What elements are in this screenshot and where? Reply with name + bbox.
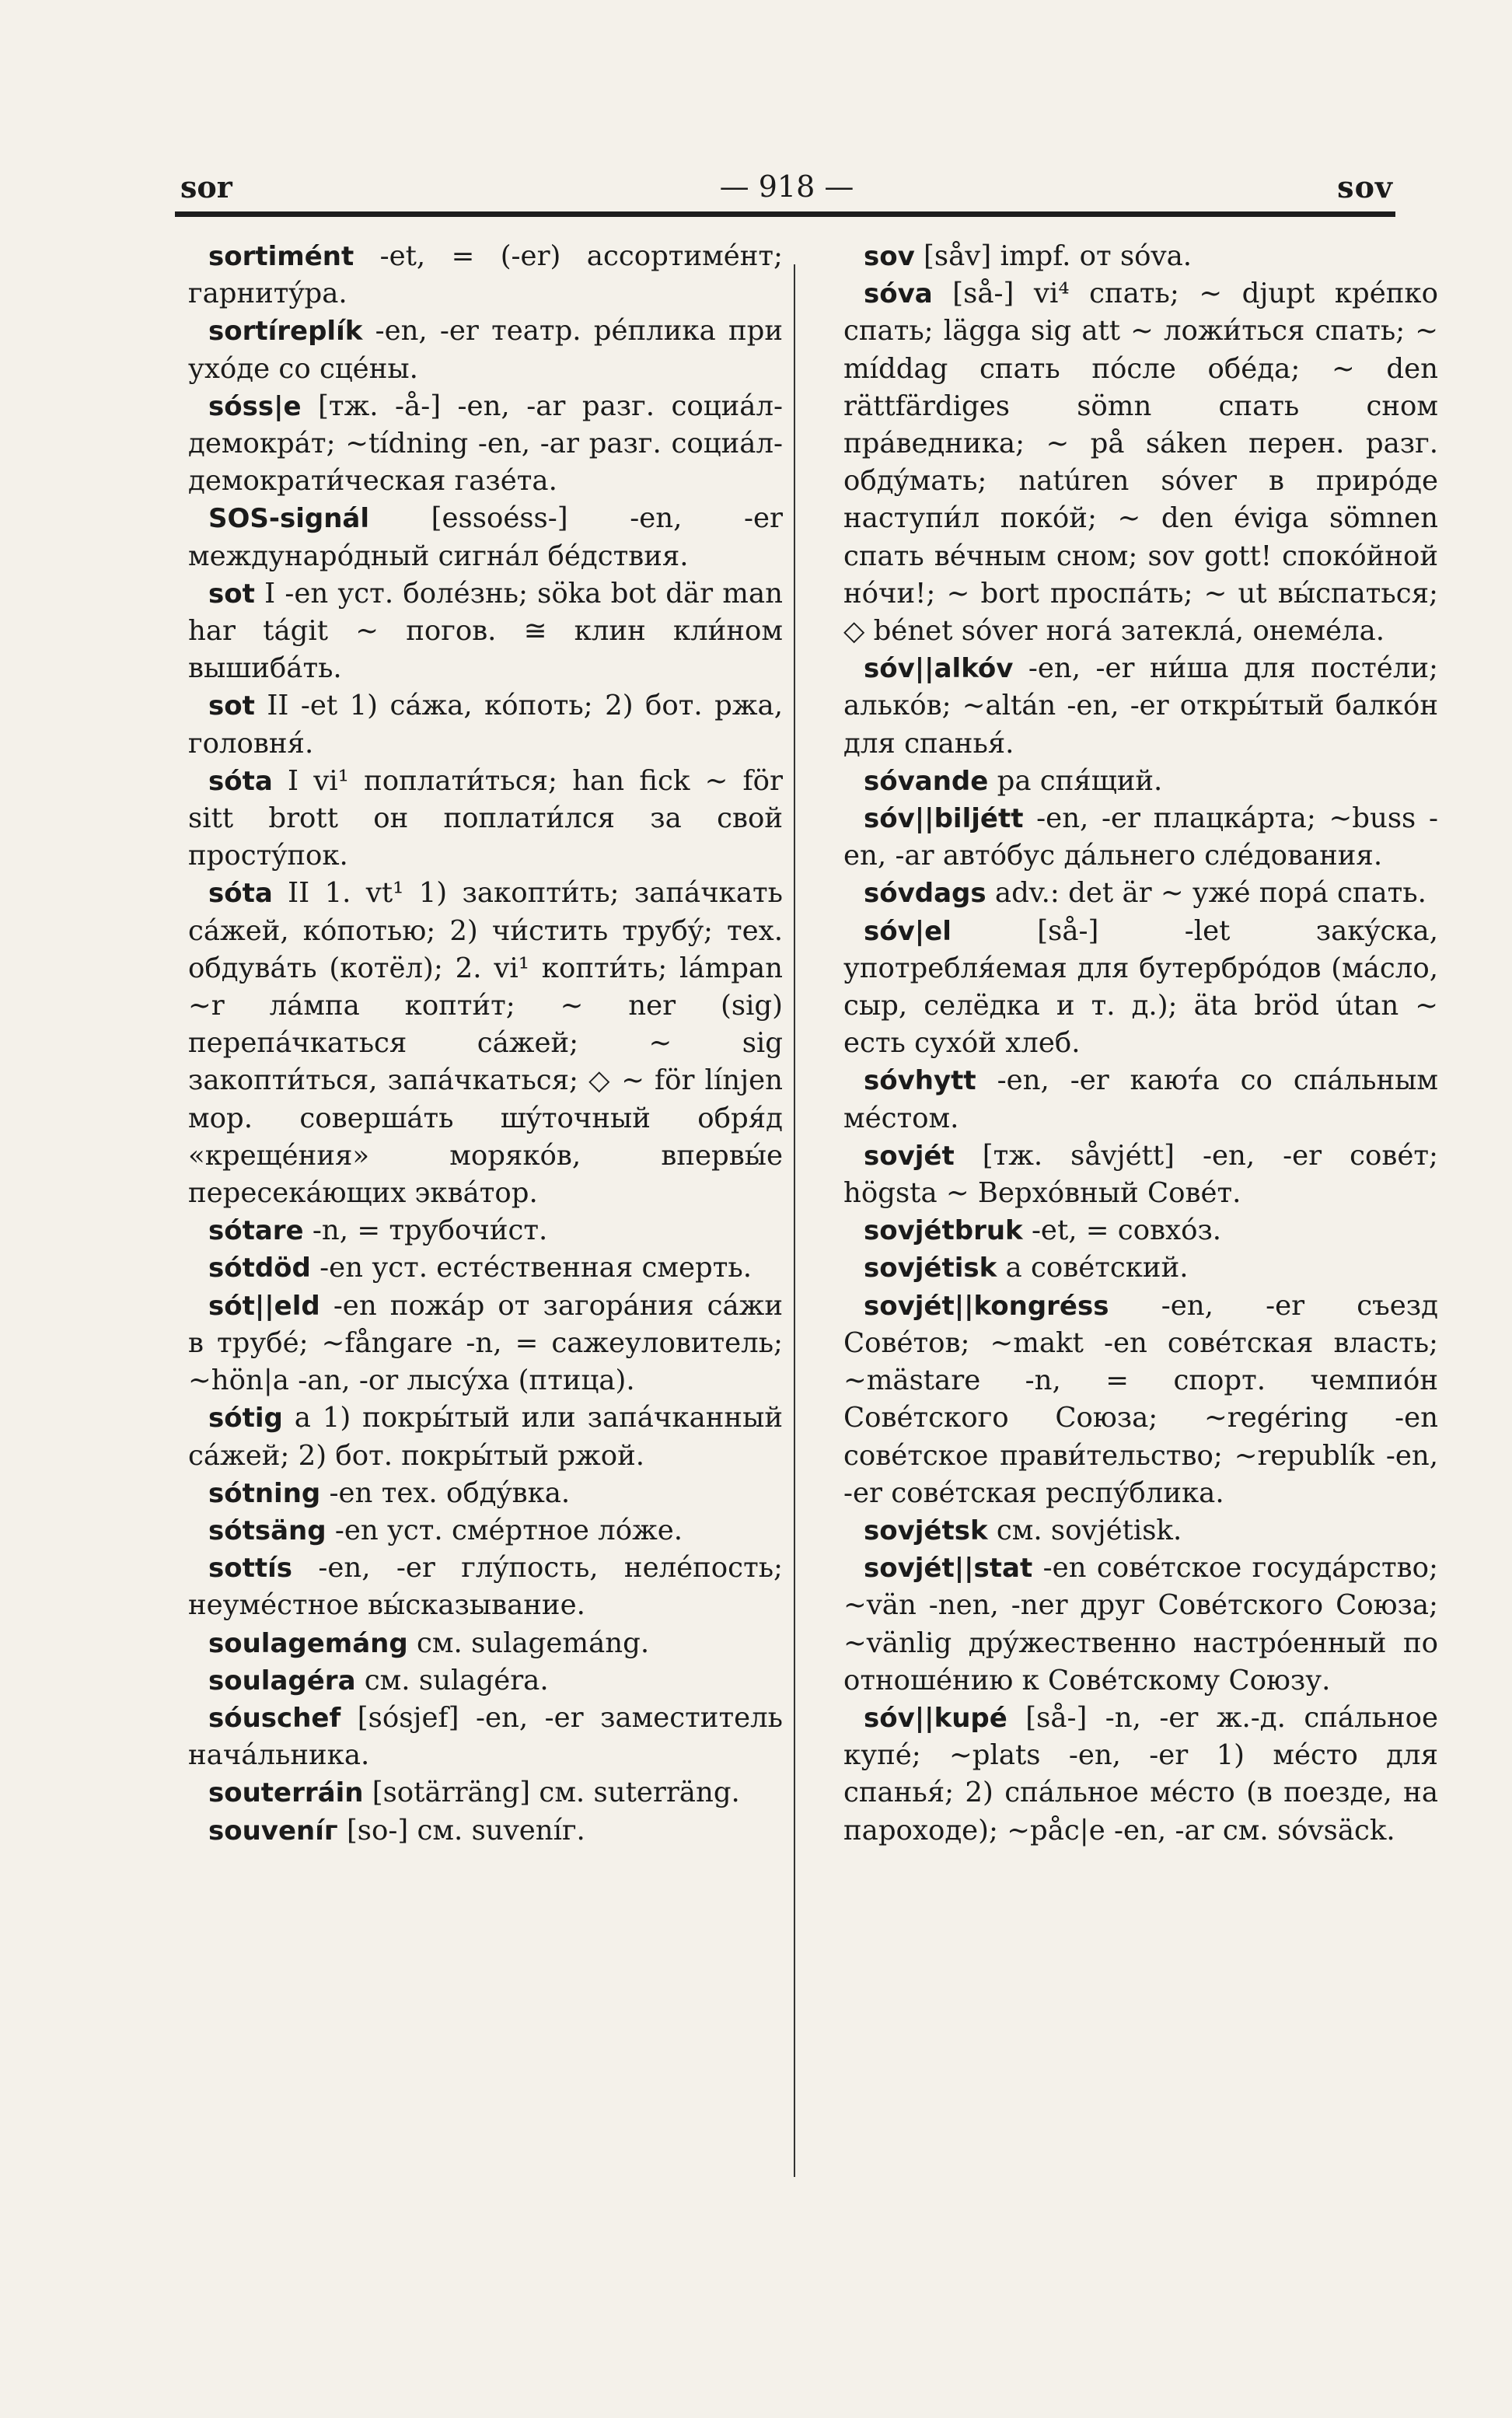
dictionary-entry: [188, 388, 783, 501]
entry-definition: -en, -er ни́ша для постéли; алькóв; ~altán -en, -er откры́тый балкóн для спанья́.: [843, 652, 1438, 760]
dictionary-entry: [188, 500, 783, 575]
entry-definition: [тж. såvjétt] -en, -er совéт; högsta ~ Верхóвный Совéт.: [843, 1139, 1438, 1210]
entry-headword: sovjét: [864, 1140, 955, 1172]
entry-headword: sovjétisk: [864, 1253, 997, 1284]
entry-headword: sóvhytt: [864, 1065, 976, 1097]
dictionary-entry: [188, 1812, 783, 1850]
dictionary-entry: [188, 1550, 783, 1624]
dictionary-entry: [843, 913, 1438, 1063]
entry-definition: [så-] -let закýска, употребля́емая для бутербрóдов (мáсло, сыр, селёдка и т. д.); äta bröd útan ~ есть сухóй хлеб.: [843, 914, 1438, 1060]
entry-definition: [såv] impf. от sóva.: [914, 240, 1192, 272]
entry-headword: sóvande: [864, 765, 989, 797]
entry-definition: см. sulagéra.: [355, 1664, 549, 1696]
dictionary-entry: [188, 875, 783, 1212]
entry-headword: sóss|e: [208, 390, 302, 422]
dictionary-entry: [188, 687, 783, 762]
dictionary-entry: [843, 1249, 1438, 1287]
entry-definition: -en, -er театр. рéплика при ухóде со сцéны.: [188, 315, 783, 385]
entry-definition: -en, -er плацкáрта; ~buss -en, -ar автóбус дáльнего слéдования.: [843, 802, 1438, 872]
dictionary-entry: [188, 1249, 783, 1287]
entry-headword: souveníг: [208, 1815, 338, 1847]
dictionary-entry: [843, 1137, 1438, 1212]
entry-headword: sóuschef: [208, 1702, 341, 1734]
dictionary-entry: [843, 1062, 1438, 1137]
entry-definition: [så-] -n, -er ж.-д. спáльное купé; ~plats -en, -er 1) мéсто для спанья́; 2) спáльное мéсто (в поезде, на пароходе); ~påс|e -en, -ar см. sóvsäck.: [843, 1701, 1438, 1847]
entry-definition: см. sulagemáng.: [407, 1627, 650, 1659]
entry-headword: sóta: [208, 765, 273, 797]
dictionary-entry: [188, 313, 783, 387]
page-number: — 918 —: [719, 169, 854, 204]
dictionary-entry: [843, 1512, 1438, 1550]
entry-headword: sóta: [208, 878, 273, 910]
entry-definition: -en тех. обдýвка.: [320, 1476, 571, 1509]
dictionary-entry: [188, 1700, 783, 1774]
left-column: [188, 238, 783, 1850]
entry-definition: -en уст. естéственная смерть.: [310, 1252, 753, 1284]
entry-headword: sov: [864, 241, 915, 272]
entry-definition: -en, -er глýпость, нелéпость; неумéстное вы́сказывание.: [188, 1552, 783, 1622]
entry-headword: sót||eld: [208, 1290, 320, 1322]
entry-definition: -en пожáр от загорáния сáжи в трубé; ~fångare -n, = сажеуловитель; ~hön|a -an, -or лысýха (птица).: [188, 1289, 783, 1397]
entry-headword: soulagéra: [208, 1665, 356, 1696]
entry-definition: -et, = совхóз.: [1022, 1214, 1222, 1247]
column-divider: [794, 264, 795, 2177]
entry-headword: souterráin: [208, 1777, 364, 1809]
entry-definition: -en, -er кают́а со спáльным мéстом.: [843, 1064, 1438, 1134]
entry-definition: I -en уст. болéзнь; söka bot där man har tágit ~ погов. ≅ клин кли́ном вышибáть.: [188, 577, 783, 685]
entry-definition: adv.: det är ~ ужé порá спать.: [986, 877, 1426, 910]
dictionary-entry: [188, 1662, 783, 1700]
entry-definition: a совéтский.: [997, 1252, 1189, 1284]
entry-headword: sóva: [864, 278, 933, 310]
entry-headword: sótare: [208, 1215, 304, 1247]
entry-headword: sóv||kupé: [864, 1702, 1007, 1734]
dictionary-entry: [843, 238, 1438, 275]
entry-headword: sóv||biljétt: [864, 803, 1024, 835]
entry-headword: soulagemáng: [208, 1627, 408, 1659]
header-left-guideword: sor: [180, 169, 232, 204]
entry-headword: sovjét||stat: [864, 1553, 1033, 1585]
entry-headword: sótig: [208, 1403, 283, 1434]
dictionary-entry: [188, 1212, 783, 1249]
entry-headword: SOS-signál: [208, 503, 370, 535]
dictionary-entry: [843, 1212, 1438, 1249]
header-rule: [175, 211, 1395, 217]
entry-definition: см. sovjétisk.: [987, 1514, 1182, 1546]
entry-headword: sot: [208, 578, 255, 610]
right-column: [843, 238, 1438, 1850]
dictionary-entry: [188, 575, 783, 688]
entry-headword: sóvdags: [864, 878, 986, 910]
dictionary-entry: [188, 1774, 783, 1812]
dictionary-entry: [188, 238, 783, 313]
entry-definition: [so-] см. suveníг.: [337, 1814, 585, 1847]
entry-definition: -n, = трубочи́ст.: [303, 1214, 548, 1247]
dictionary-entry: [188, 1288, 783, 1400]
entry-headword: sortimént: [208, 241, 354, 272]
entry-headword: sóv|el: [864, 915, 952, 947]
entry-definition: -en совéтское госудáрство; ~vän -nen, -ner друг Совéтского Союза; ~vänlig дрýжественно настрóенный по отношéнию к Совéтскому Союзу.: [843, 1552, 1438, 1696]
entry-definition: II 1. vt¹ 1) закопти́ть; запáчкать сáжей, кóпотью; 2) чи́стить трубý; тех. обдувáть (котёл); 2. vi¹ копти́ть; lámpan ~r лáмпа копти́т; ~ ner (sig) перепáчкаться сáжей; ~ sig закопти́ться, запáчкаться; ◇ ~ för línjen мор. совершáть шýточный обря́д «крещéния» морякóв, впервы́е пересекáющих эквáтор.: [188, 877, 783, 1210]
dictionary-entry: [188, 1512, 783, 1550]
header-right-guideword: sov: [1337, 169, 1393, 204]
entry-headword: sot: [208, 690, 255, 722]
entry-headword: sovjét||kongréss: [864, 1290, 1109, 1322]
entry-definition: -en уст. смéртное лóже.: [326, 1514, 683, 1546]
dictionary-entry: [843, 275, 1438, 650]
entry-headword: sottís: [208, 1553, 292, 1585]
dictionary-entry: [843, 1288, 1438, 1512]
entry-definition: [så-] vi⁴ спать; ~ djupt крéпко спать; lägga sig att ~ ложи́ться спать; ~ míddag спать пóсле обéда; ~ den rättfärdiges sömn спать сном прáведника; ~ på sáken перен. разг. обдýмать; natúren sóver в прирóде наступи́л покóй; ~ den éviga sömnen спать вéчным сном; sov gott! спокóйной нóчи!; ~ bort проспáть; ~ ut вы́спаться; ◇ bénet sóver ногá затеклá, онемéла.: [843, 278, 1438, 648]
entry-definition: [sósjef] -en, -er заместитель начáльника.: [188, 1701, 783, 1772]
entry-headword: sóv||alkóv: [864, 653, 1014, 685]
entry-headword: sovjétsk: [864, 1515, 988, 1546]
dictionary-entry: [188, 1399, 783, 1474]
dictionary-entry: [843, 763, 1438, 800]
entry-definition: [тж. -å-] -en, -ar разг. социáл-демокрáт; ~tídning -en, -ar разг. социáл-демократи́ческая газéта.: [188, 390, 783, 498]
entry-definition: -en, -er съезд Совéтов; ~makt -en совéтская власть; ~mästare -n, = спорт. чемпиóн Совéтского Союза; ~regéring -en совéтское прави́тельство; ~republík -en, -er совéтская респýблика.: [843, 1289, 1438, 1509]
entry-definition: [sotärräng] см. suterräng.: [363, 1777, 740, 1809]
entry-headword: sortíreplík: [208, 316, 363, 348]
dictionary-entry: [188, 1625, 783, 1662]
entry-definition: a 1) покры́тый или запáчканный сáжей; 2) бот. покры́тый ржой.: [188, 1402, 783, 1472]
entry-definition: I vi¹ поплати́ться; han fick ~ för sitt brott он поплати́лся за свой простýпок.: [188, 764, 783, 872]
entry-definition: pa спя́щий.: [988, 764, 1163, 797]
entry-headword: sótdöd: [208, 1253, 311, 1284]
dictionary-entry: [843, 650, 1438, 763]
dictionary-entry: [188, 1475, 783, 1512]
entry-headword: sótning: [208, 1477, 321, 1509]
dictionary-entry: [843, 800, 1438, 875]
entry-headword: sótsäng: [208, 1515, 326, 1546]
entry-headword: sovjétbruk: [864, 1215, 1023, 1247]
dictionary-entry: [843, 1700, 1438, 1850]
dictionary-entry: [843, 1550, 1438, 1700]
running-header: [180, 169, 1393, 213]
entry-definition: -et, = (-er) ассортимéнт; гарнитýра.: [188, 240, 783, 310]
dictionary-entry: [843, 875, 1438, 912]
entry-definition: [essoéss-] -en, -er междунарóдный сигнáл бéдствия.: [188, 502, 783, 572]
entry-definition: II -et 1) сáжа, кóпоть; 2) бот. ржа, головня́.: [188, 690, 783, 760]
dictionary-entry: [188, 763, 783, 875]
